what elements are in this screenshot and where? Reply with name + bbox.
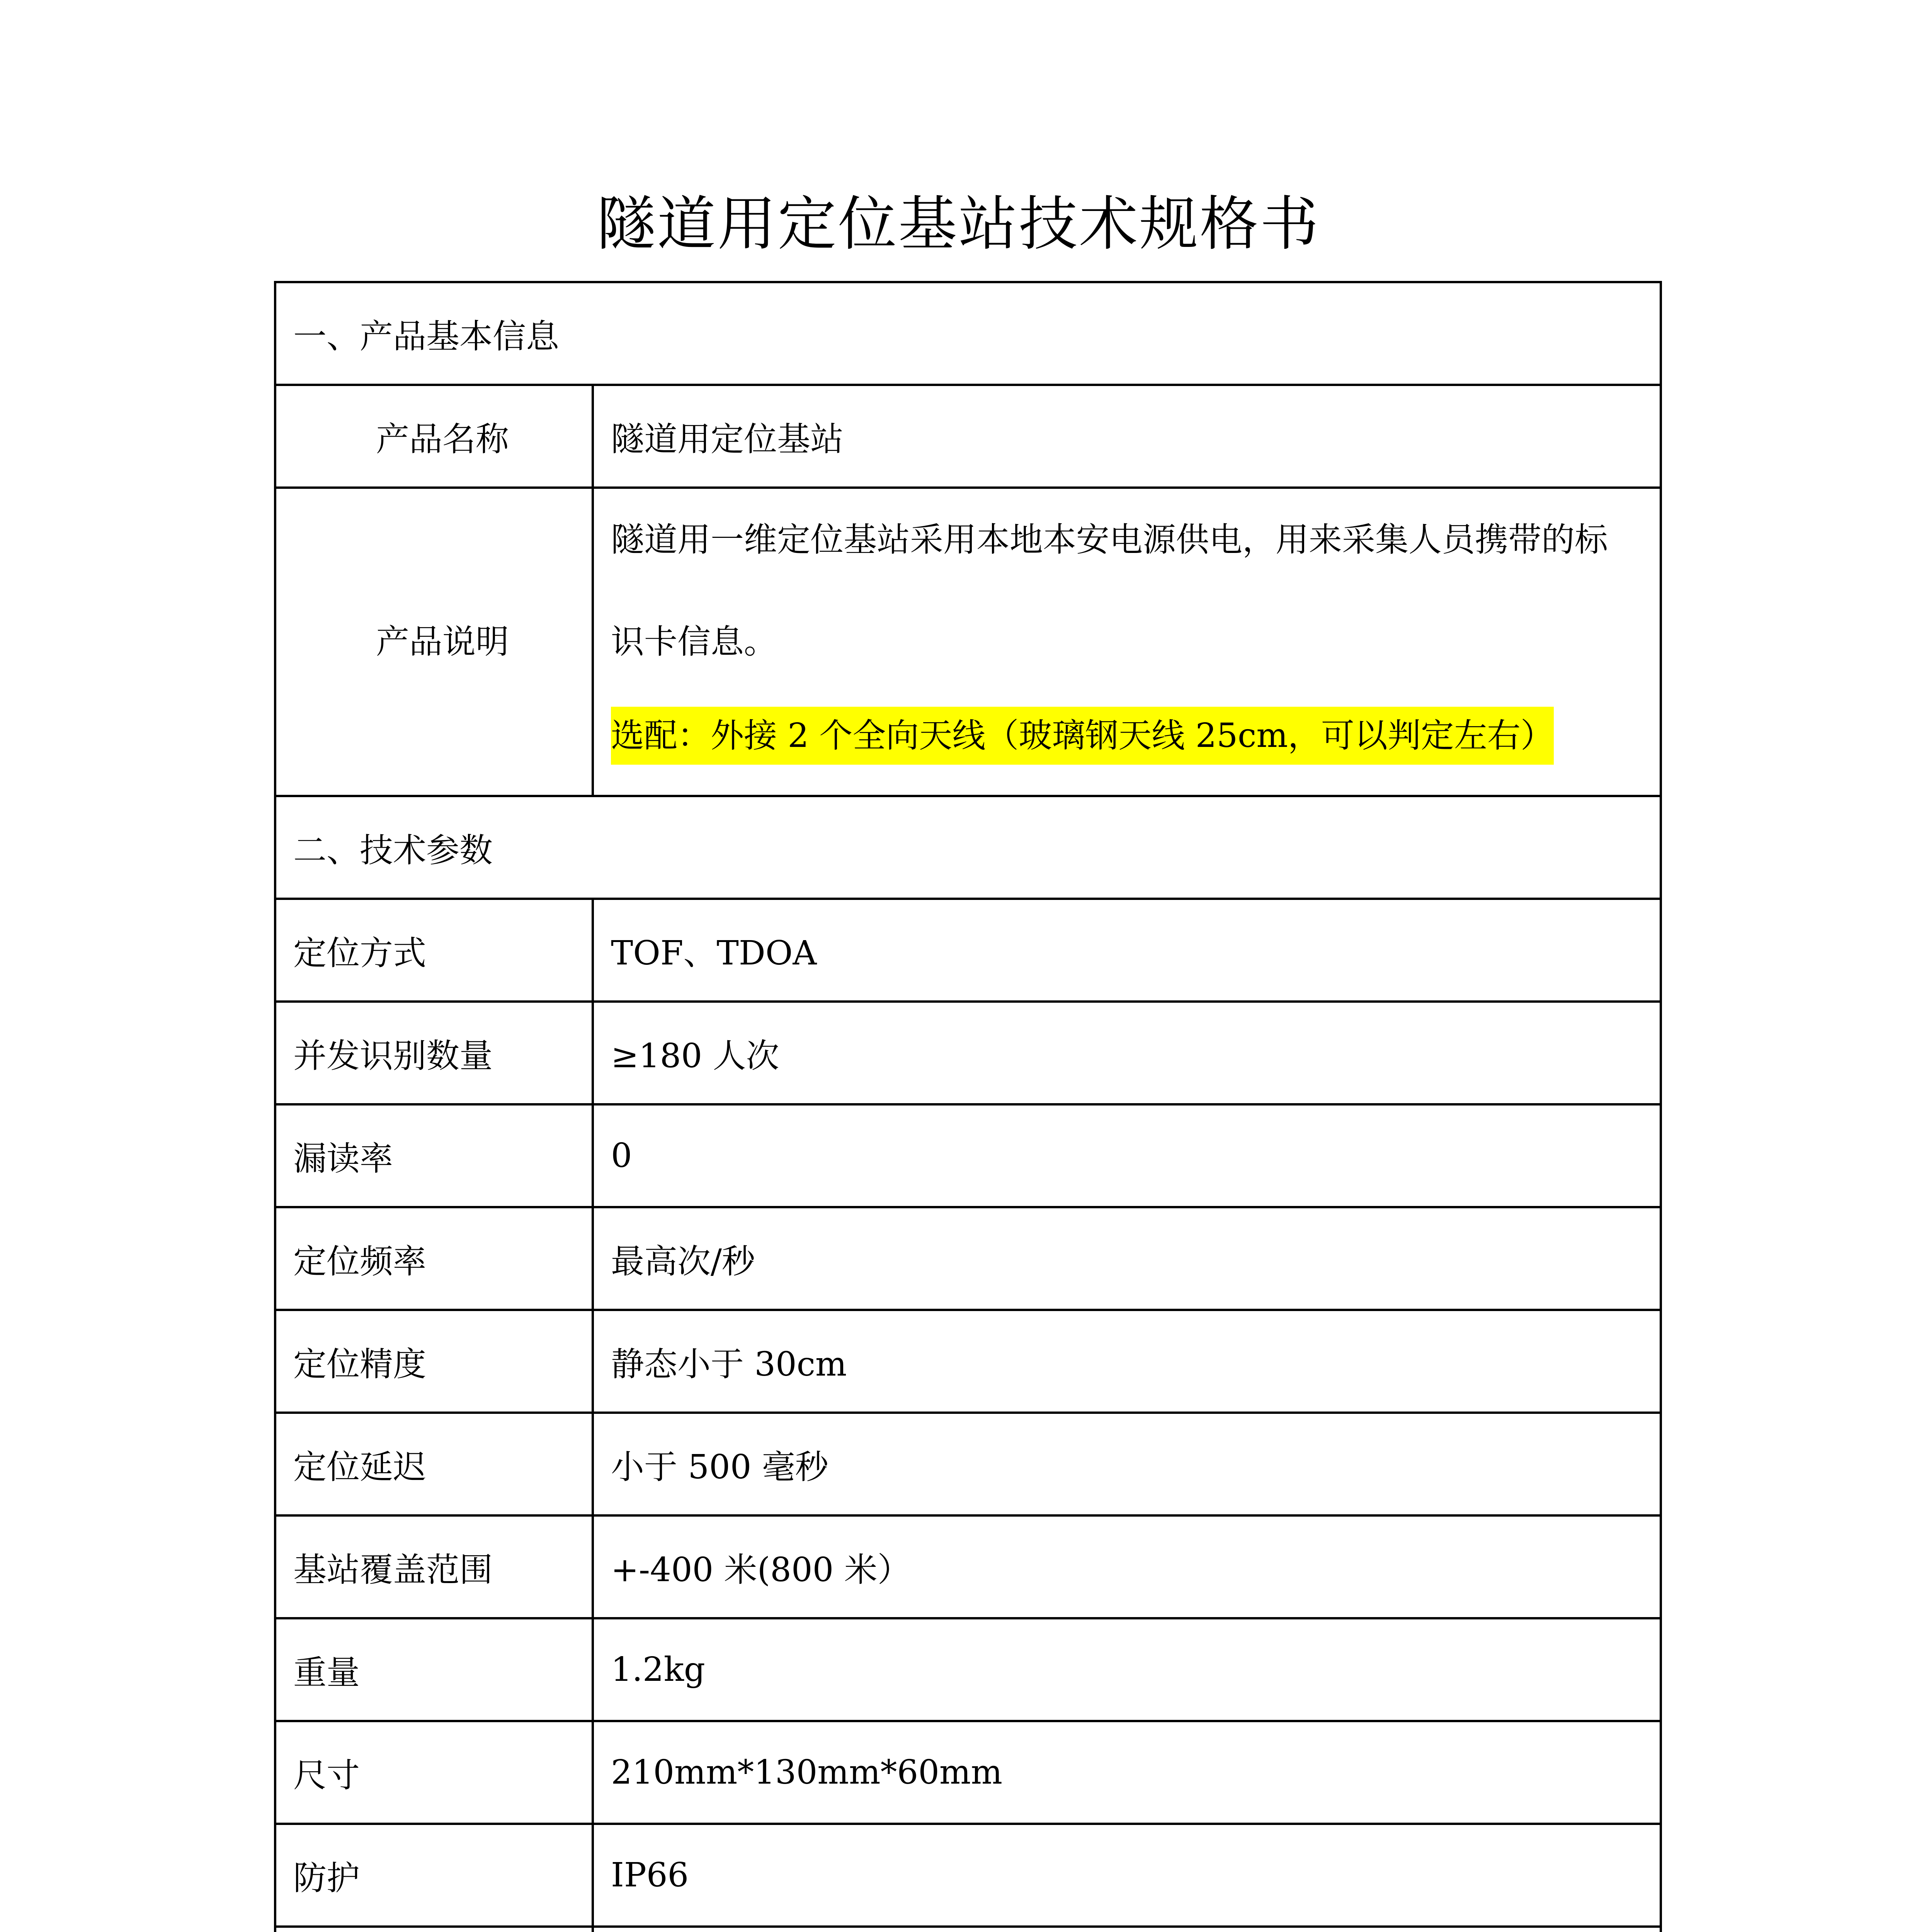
param-value: 1.2kg [593, 1618, 1661, 1721]
value-product-name: 隧道用定位基站 [593, 385, 1661, 488]
section-header-row [275, 282, 1661, 385]
table-row [275, 1207, 1661, 1310]
param-label: 重量 [275, 1618, 593, 1721]
param-label: 定位精度 [275, 1310, 593, 1413]
label-product-name: 产品名称 [275, 385, 593, 488]
product-description-line-1: 隧道用一维定位基站采用本地本安电源供电，用来采集人员携带的标 [611, 520, 1608, 559]
table-row [275, 899, 1661, 1002]
param-value: 0 [593, 1104, 1661, 1207]
param-value: 最高次/秒 [593, 1207, 1661, 1310]
param-value: TOF、TDOA [593, 899, 1661, 1002]
param-value: 静态小于 30cm [593, 1310, 1661, 1413]
section-heading-basic-info: 一、产品基本信息 [275, 282, 1661, 385]
param-label: 定位方式 [275, 899, 593, 1002]
product-option-highlight: 选配：外接 2 个全向天线（玻璃钢天线 25cm，可以判定左右） [611, 707, 1554, 765]
table-row [275, 1413, 1661, 1515]
table-row [275, 1824, 1661, 1927]
table-row [275, 1721, 1661, 1824]
param-label: 漏读率 [275, 1104, 593, 1207]
table-row [275, 488, 1661, 796]
param-value: IP66 [593, 1824, 1661, 1927]
section-heading-tech-params: 二、技术参数 [275, 796, 1661, 899]
param-label: 并发识别数量 [275, 1002, 593, 1104]
table-row [275, 1618, 1661, 1721]
table-row [275, 385, 1661, 488]
param-value [593, 1927, 1661, 1932]
table-row [275, 1927, 1661, 1932]
param-value: +-400 米(800 米） [593, 1515, 1661, 1618]
param-value: ≥180 人次 [593, 1002, 1661, 1104]
table-row [275, 1310, 1661, 1413]
table-row [275, 1515, 1661, 1618]
param-label [275, 1927, 593, 1932]
param-label: 尺寸 [275, 1721, 593, 1824]
value-product-description [593, 488, 1661, 796]
document-title: 隧道用定位基站技术规格书 [597, 190, 1320, 258]
param-label: 定位延迟 [275, 1413, 593, 1515]
section-header-row [275, 796, 1661, 899]
param-value: 210mm*130mm*60mm [593, 1721, 1661, 1824]
param-label: 定位频率 [275, 1207, 593, 1310]
param-label: 防护 [275, 1824, 593, 1927]
table-row [275, 1002, 1661, 1104]
param-value: 小于 500 毫秒 [593, 1413, 1661, 1515]
spec-table [274, 281, 1662, 1932]
param-label: 基站覆盖范围 [275, 1515, 593, 1618]
label-product-description: 产品说明 [275, 488, 593, 796]
table-row [275, 1104, 1661, 1207]
product-description-line-2: 识卡信息。 [611, 622, 777, 661]
